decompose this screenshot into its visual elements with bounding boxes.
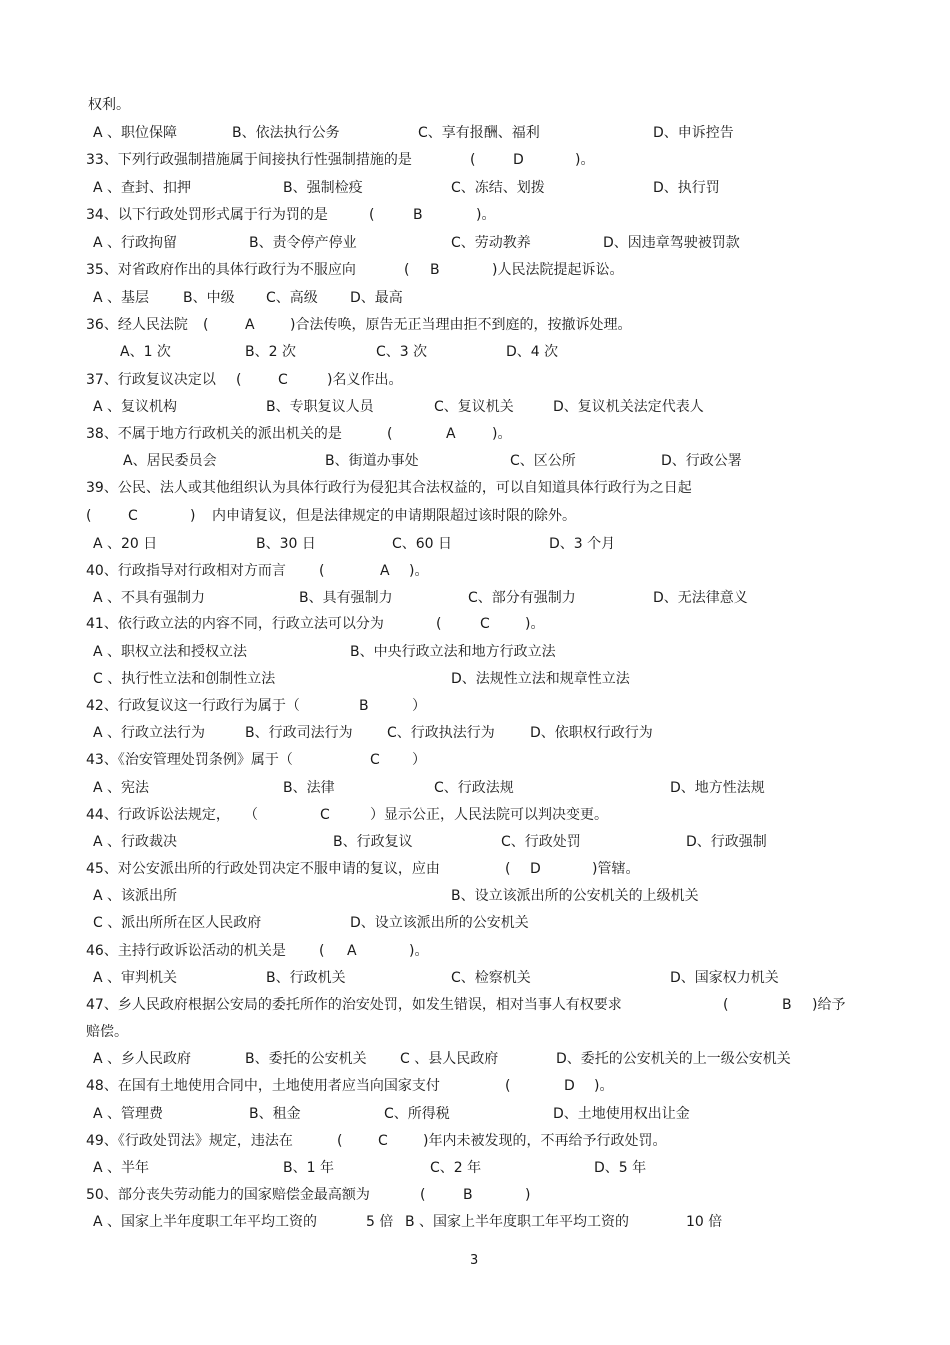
text-segment: A 、国家上半年度职工年平均工资的 — [93, 1214, 318, 1230]
text-segment: 47、乡人民政府根据公安局的委托所作的治安处罚，如发生错误，相对当事人有权要求 — [86, 997, 622, 1013]
text-segment: C、高级 — [266, 290, 318, 306]
text-segment: D、申诉控告 — [653, 125, 734, 141]
text-segment: ） — [412, 698, 426, 714]
text-segment: （ — [244, 807, 258, 823]
text-segment: C、劳动教养 — [451, 235, 531, 251]
text-segment: B — [430, 262, 440, 278]
text-segment: B — [782, 997, 792, 1013]
text-segment: )。 — [575, 152, 595, 168]
text-segment: B、依法执行公务 — [232, 125, 340, 141]
text-segment: B — [359, 698, 369, 714]
text-segment: 35、对省政府作出的具体行政行为不服应向 — [86, 262, 356, 278]
text-segment: ( — [505, 1078, 511, 1094]
text-segment: ( — [337, 1133, 343, 1149]
text-segment: ( — [86, 508, 92, 524]
text-segment: C、行政执法行为 — [387, 725, 495, 741]
text-segment: A 、该派出所 — [93, 888, 178, 904]
text-segment: B、具有强制力 — [299, 590, 393, 606]
text-segment: A 、基层 — [93, 290, 150, 306]
text-segment: B、2 次 — [245, 344, 296, 360]
text-segment: C、60 日 — [392, 536, 453, 552]
text-segment: D、因违章驾驶被罚款 — [603, 235, 740, 251]
text-segment: C、检察机关 — [451, 970, 531, 986]
text-segment: D、行政公署 — [661, 453, 742, 469]
text-segment: )。 — [409, 943, 429, 959]
text-segment: A — [347, 943, 357, 959]
text-segment: C、复议机关 — [434, 399, 514, 415]
text-segment: ( — [723, 997, 729, 1013]
text-segment: )。 — [492, 426, 512, 442]
text-segment: 10 倍 — [686, 1214, 723, 1230]
text-segment: C — [320, 807, 330, 823]
text-segment: A 、不具有强制力 — [93, 590, 206, 606]
text-segment: 42、行政复议这一行政行为属于（ — [86, 698, 300, 714]
text-segment: D、依职权行政行为 — [530, 725, 653, 741]
text-segment: B、租金 — [249, 1106, 301, 1122]
text-segment: )。 — [525, 616, 545, 632]
text-segment: ）显示公正，人民法院可以判决变更。 — [370, 807, 608, 823]
text-segment: C、行政处罚 — [501, 834, 581, 850]
text-segment: ( — [470, 152, 476, 168]
text-segment: A — [380, 563, 390, 579]
text-segment: C、2 年 — [430, 1160, 482, 1176]
text-segment: B、1 年 — [283, 1160, 334, 1176]
text-segment: 46、主持行政诉讼活动的机关是 — [86, 943, 286, 959]
text-segment: ） — [412, 752, 426, 768]
text-segment: D — [530, 861, 541, 877]
text-segment: D、执行罚 — [653, 180, 720, 196]
text-segment: C — [480, 616, 490, 632]
text-segment: ( — [236, 372, 242, 388]
text-segment: 50、部分丧失劳动能力的国家赔偿金最高额为 — [86, 1187, 370, 1203]
text-segment: C、区公所 — [510, 453, 576, 469]
page-number: 3 — [470, 1253, 479, 1268]
text-segment: A、居民委员会 — [123, 453, 217, 469]
text-segment: C — [278, 372, 288, 388]
text-segment: B、行政复议 — [333, 834, 413, 850]
text-segment: B — [463, 1187, 473, 1203]
text-segment: A 、行政裁决 — [93, 834, 178, 850]
text-segment: 36、经人民法院 — [86, 317, 188, 333]
text-segment: C 、执行性立法和创制性立法 — [93, 671, 276, 687]
text-segment: 37、行政复议决定以 — [86, 372, 216, 388]
text-segment: C 、县人民政府 — [400, 1051, 499, 1067]
text-segment: A 、乡人民政府 — [93, 1051, 192, 1067]
text-segment: B、中级 — [183, 290, 235, 306]
text-segment: 43、《治安管理处罚条例》属于（ — [86, 752, 293, 768]
text-segment: D、最高 — [350, 290, 403, 306]
text-segment: )。 — [409, 563, 429, 579]
text-segment: 39、公民、法人或其他组织认为具体行政行为侵犯其合法权益的，可以自知道具体行政行为之日起 — [86, 480, 692, 496]
text-segment: A 、查封、扣押 — [93, 180, 192, 196]
text-segment: A — [245, 317, 255, 333]
text-segment: ( — [319, 563, 325, 579]
text-segment: A 、职位保障 — [93, 125, 178, 141]
text-segment: B 、国家上半年度职工年平均工资的 — [405, 1214, 630, 1230]
text-segment: D、土地使用权出让金 — [553, 1106, 690, 1122]
text-segment: B、30 日 — [256, 536, 316, 552]
text-segment: 5 倍 — [366, 1214, 394, 1230]
text-segment: D、复议机关法定代表人 — [553, 399, 704, 415]
text-segment: 38、不属于地方行政机关的派出机关的是 — [86, 426, 342, 442]
text-segment: ) — [525, 1187, 531, 1203]
text-segment: A 、行政拘留 — [93, 235, 178, 251]
text-segment: 赔偿。 — [86, 1024, 128, 1040]
text-segment: 40、行政指导对行政相对方而言 — [86, 563, 286, 579]
text-segment: B、行政司法行为 — [245, 725, 353, 741]
text-segment: D — [513, 152, 524, 168]
text-segment: D、行政强制 — [686, 834, 767, 850]
text-segment: A 、半年 — [93, 1160, 150, 1176]
text-segment: )合法传唤，原告无正当理由拒不到庭的，按撤诉处理。 — [290, 317, 632, 333]
text-segment: D、5 年 — [594, 1160, 647, 1176]
text-segment: A、1 次 — [120, 344, 171, 360]
text-segment: )。 — [594, 1078, 614, 1094]
text-segment: )年内未被发现的，不再给予行政处罚。 — [423, 1133, 667, 1149]
text-segment: A 、复议机构 — [93, 399, 178, 415]
text-segment: C、部分有强制力 — [468, 590, 576, 606]
text-segment: )给予 — [812, 997, 846, 1013]
text-segment: 48、在国有土地使用合同中，土地使用者应当向国家支付 — [86, 1078, 440, 1094]
text-segment: ( — [369, 207, 375, 223]
text-segment: D、委托的公安机关的上一级公安机关 — [556, 1051, 791, 1067]
text-segment: D、设立该派出所的公安机关 — [350, 915, 529, 931]
text-segment: C — [378, 1133, 388, 1149]
text-segment: 45、对公安派出所的行政处罚决定不服申请的复议，应由 — [86, 861, 440, 877]
text-segment: D、4 次 — [506, 344, 559, 360]
text-segment: D、3 个月 — [549, 536, 616, 552]
text-segment: A 、审判机关 — [93, 970, 178, 986]
text-segment: A 、职权立法和授权立法 — [93, 644, 248, 660]
text-segment: ( — [420, 1187, 426, 1203]
text-segment: A 、管理费 — [93, 1106, 164, 1122]
text-segment: C、享有报酬、福利 — [418, 125, 540, 141]
text-segment: D、法规性立法和规章性立法 — [451, 671, 630, 687]
text-segment: 41、依行政立法的内容不同，行政立法可以分为 — [86, 616, 384, 632]
text-segment: B、中央行政立法和地方行政立法 — [350, 644, 556, 660]
text-segment: 内申请复议，但是法律规定的申请期限超过该时限的除外。 — [212, 508, 576, 524]
text-segment: 权利。 — [88, 97, 130, 113]
text-segment: )人民法院提起诉讼。 — [492, 262, 624, 278]
text-segment: ( — [505, 861, 511, 877]
text-segment: D、国家权力机关 — [670, 970, 779, 986]
text-segment: A 、行政立法行为 — [93, 725, 206, 741]
text-segment: C、3 次 — [376, 344, 428, 360]
text-segment: B、责令停产停业 — [249, 235, 357, 251]
text-segment: B — [413, 207, 423, 223]
text-segment: ( — [319, 943, 325, 959]
text-segment: 34、以下行政处罚形式属于行为罚的是 — [86, 207, 328, 223]
text-segment: ) — [190, 508, 196, 524]
text-segment: B、设立该派出所的公安机关的上级机关 — [451, 888, 699, 904]
text-segment: )管辖。 — [592, 861, 640, 877]
text-segment: 33、下列行政强制措施属于间接执行性强制措施的是 — [86, 152, 412, 168]
text-segment: )名义作出。 — [327, 372, 403, 388]
text-segment: B、专职复议人员 — [266, 399, 374, 415]
text-segment: C — [370, 752, 380, 768]
text-segment: D、地方性法规 — [670, 780, 765, 796]
text-segment: C、所得税 — [384, 1106, 450, 1122]
text-segment: B、行政机关 — [266, 970, 346, 986]
text-segment: A — [446, 426, 456, 442]
text-segment: A 、20 日 — [93, 536, 158, 552]
text-segment: )。 — [476, 207, 496, 223]
text-segment: 44、行政诉讼法规定， — [86, 807, 230, 823]
text-segment: ( — [404, 262, 410, 278]
text-segment: ( — [387, 426, 393, 442]
text-segment: C 、派出所所在区人民政府 — [93, 915, 262, 931]
text-segment: ( — [436, 616, 442, 632]
text-segment: B、街道办事处 — [325, 453, 419, 469]
text-segment: B、委托的公安机关 — [245, 1051, 367, 1067]
text-segment: B、法律 — [283, 780, 335, 796]
text-segment: A 、宪法 — [93, 780, 150, 796]
text-segment: 49、《行政处罚法》规定，违法在 — [86, 1133, 293, 1149]
text-segment: ( — [203, 317, 209, 333]
text-segment: C — [128, 508, 138, 524]
text-segment: C、冻结、划拨 — [451, 180, 545, 196]
text-segment: D、无法律意义 — [653, 590, 748, 606]
text-segment: D — [564, 1078, 575, 1094]
text-segment: C、行政法规 — [434, 780, 514, 796]
text-segment: B、强制检疫 — [283, 180, 363, 196]
